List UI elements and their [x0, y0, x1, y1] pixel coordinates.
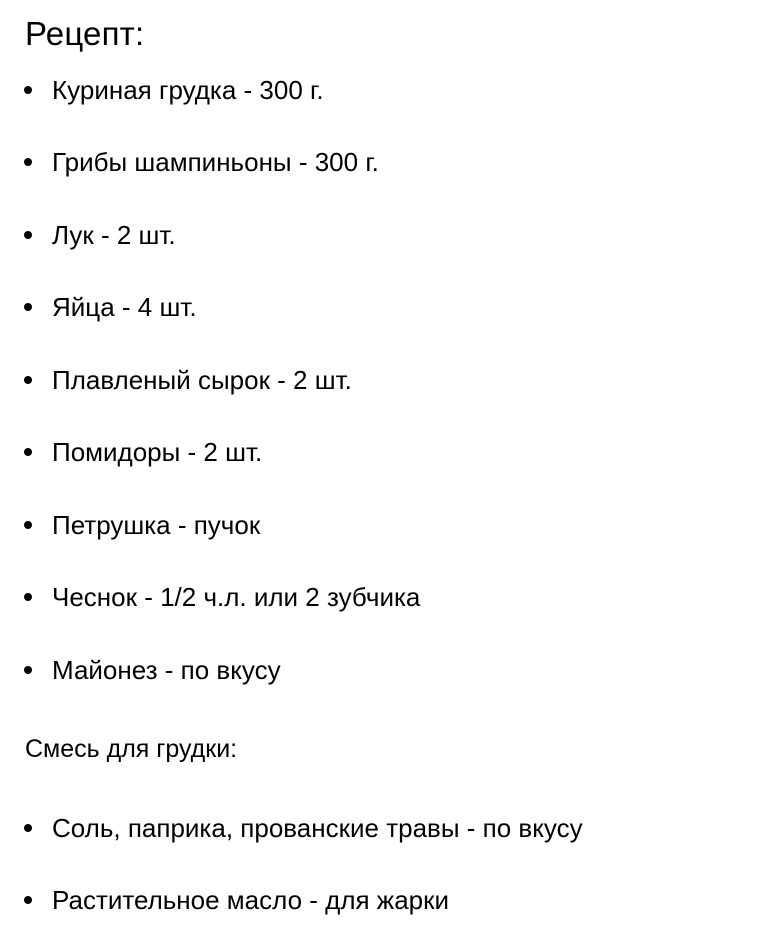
recipe-title: Рецепт: — [25, 15, 145, 52]
ingredient-text: Чеснок - 1/2 ч.л. или 2 зубчика — [52, 582, 421, 612]
bullet-icon — [24, 303, 32, 311]
ingredient-text: Плавленый сырок - 2 шт. — [52, 365, 352, 395]
ingredient-text: Куриная грудка - 300 г. — [52, 75, 324, 105]
bullet-icon — [24, 593, 32, 601]
ingredient-text: Яйца - 4 шт. — [52, 292, 197, 322]
bullet-icon — [24, 666, 32, 674]
bullet-icon — [24, 448, 32, 456]
bullet-icon — [24, 521, 32, 529]
mix-item-text: Соль, паприка, прованские травы - по вкусу — [52, 813, 583, 843]
ingredient-text: Лук - 2 шт. — [52, 220, 176, 250]
bullet-icon — [24, 86, 32, 94]
ingredient-text: Майонез - по вкусу — [52, 655, 281, 685]
bullet-icon — [24, 824, 32, 832]
mix-subtitle: Смесь для грудки: — [25, 735, 238, 763]
bullet-icon — [24, 376, 32, 384]
ingredient-text: Помидоры - 2 шт. — [52, 437, 263, 467]
ingredient-text: Грибы шампиньоны - 300 г. — [52, 147, 379, 177]
bullet-icon — [24, 158, 32, 166]
bullet-icon — [24, 896, 32, 904]
bullet-icon — [24, 231, 32, 239]
ingredient-text: Петрушка - пучок — [52, 510, 261, 540]
mix-item-text: Растительное масло - для жарки — [52, 885, 450, 915]
